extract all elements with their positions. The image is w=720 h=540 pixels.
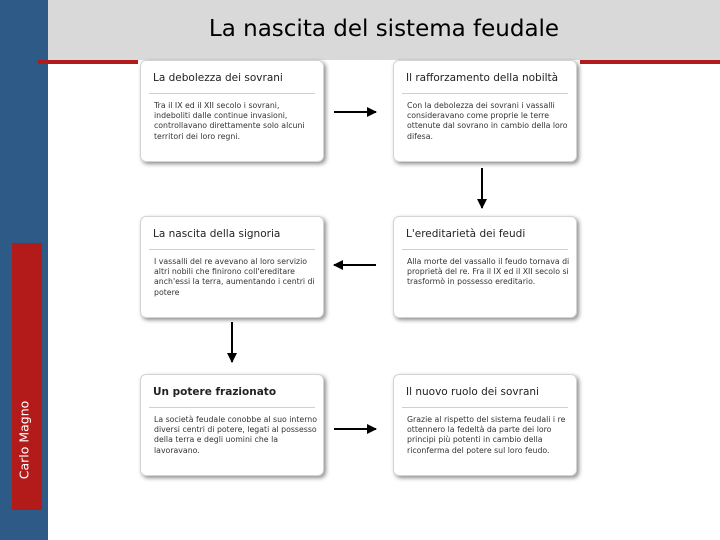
box-text: Grazie al rispetto del sistema feudali i re ottennero la fedeltà da parte dei loro principi più potenti in cambio della riconferma del potere sul loro feudo. bbox=[407, 415, 566, 455]
box-title: L'ereditarietà dei feudi bbox=[406, 228, 526, 240]
box-title: Il rafforzamento della nobiltà bbox=[406, 72, 559, 84]
box-text: Alla morte del vassallo il feudo tornava di proprietà del re. Fra il IX ed il XII secolo si trasformò in possesso ereditario. bbox=[407, 257, 570, 287]
box-text: La società feudale conobbe al suo interno diversi centri di potere, legati al possesso della terra e degli uomini che la lavoravano. bbox=[154, 415, 318, 455]
box-text: I vassalli del re avevano al loro servizio altri nobili che finirono coll'ereditare anch'essi la terra, aumentando i centri di potere bbox=[154, 257, 315, 297]
page-title: La nascita del sistema feudale bbox=[208, 16, 560, 42]
box-title: Un potere frazionato bbox=[153, 386, 277, 398]
box-title: Il nuovo ruolo dei sovrani bbox=[406, 386, 539, 398]
box-title: La nascita della signoria bbox=[153, 228, 281, 240]
sidebar-label: Carlo Magno bbox=[16, 400, 32, 480]
box-text: Con la debolezza dei sovrani i vassalli consideravano come proprie le terre ottenute dal sovrano in cambio della loro difesa. bbox=[407, 101, 568, 141]
box-text: Tra il IX ed il XII secolo i sovrani, indeboliti dalle continue invasioni, controllavano direttamente solo alcuni territori dei loro regni. bbox=[154, 101, 305, 141]
box-title: La debolezza dei sovrani bbox=[153, 72, 283, 84]
